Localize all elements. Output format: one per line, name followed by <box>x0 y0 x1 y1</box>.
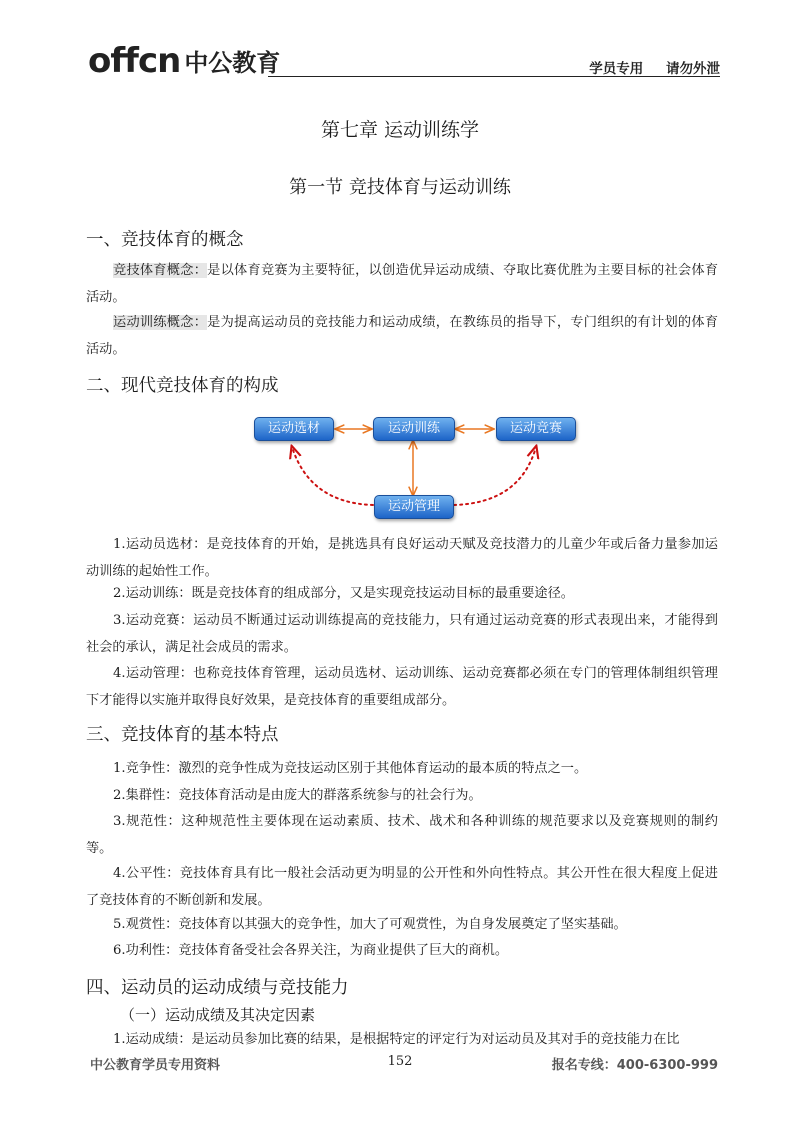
chapter-title: 第七章 运动训练学 <box>320 119 480 141</box>
node-competition: 运动竞赛 <box>496 417 576 441</box>
list-item: 4.公平性：竞技体育具有比一般社会活动更为明显的公开性和外向性特点。其公开性在很大程度上促进了竞技体育的不断创新和发展。 <box>86 866 718 908</box>
composition-diagram <box>240 405 580 530</box>
list-item: 3.运动竞赛：运动员不断通过运动训练提高的竞技能力，只有通过运动竞赛的形式表现出来，才能得到社会的承认，满足社会成员的需求。 <box>86 613 718 655</box>
header-tag-confidential: 请勿外泄 <box>666 61 720 77</box>
definition-competitive-sport: 是以体育竞赛为主要特征，以创造优异运动成绩、夺取比赛优胜为主要目标的社会体育活动。 <box>86 263 719 305</box>
term-competitive-sport: 竞技体育概念： <box>113 263 208 278</box>
page-number: 152 <box>387 1054 413 1069</box>
term-sports-training: 运动训练概念： <box>113 315 208 330</box>
list-item: 2.运动训练：既是竞技体育的组成部分，又是实现竞技运动目标的最重要途径。 <box>113 586 574 601</box>
logo-text-cn: 中公教育 <box>184 49 281 77</box>
heading-part3: 三、竞技体育的基本特点 <box>86 725 279 745</box>
offcn-logo <box>88 38 281 81</box>
footer-label: 中公教育学员专用资料 <box>90 1058 221 1073</box>
definition-sports-training: 是为提高运动员的竞技能力和运动成绩，在教练员的指导下，专门组织的有计划的体育活动。 <box>86 315 719 357</box>
list-item: 4.运动管理：也称竞技体育管理，运动员选材、运动训练、运动竞赛都必须在专门的管理体制组织管理下才能得以实施并取得良好效果，是竞技体育的重要组成部分。 <box>86 666 718 708</box>
link-management-competition <box>454 447 536 505</box>
list-item: 1.运动员选材：是竞技体育的开始，是挑选具有良好运动天赋及竞技潜力的儿童少年或后备力量参加运动训练的起始性工作。 <box>86 537 718 579</box>
paragraph-training-concept <box>86 309 718 363</box>
logo-text-en: offcn <box>88 41 181 81</box>
node-management: 运动管理 <box>374 495 454 519</box>
list-item: 6.功利性：竞技体育备受社会各界关注，为商业提供了巨大的商机。 <box>113 943 509 958</box>
header-tags <box>589 57 720 77</box>
link-management-selection <box>292 447 373 505</box>
list-item: 5.观赏性：竞技体育以其强大的竞争性，加大了可观赏性，为自身发展奠定了坚实基础。 <box>113 917 627 932</box>
list-item: 1.竞争性：激烈的竞争性成为竞技运动区别于其他体育运动的最本质的特点之一。 <box>113 761 588 776</box>
list-item: 1.运动成绩：是运动员参加比赛的结果，是根据特定的评定行为对运动员及其对手的竞技能力在比 <box>113 1032 680 1047</box>
node-selection: 运动选材 <box>254 417 334 441</box>
heading-part2: 二、现代竞技体育的构成 <box>86 376 279 396</box>
heading-part1: 一、竞技体育的概念 <box>86 230 244 250</box>
paragraph-competitive-sport-concept <box>86 257 718 311</box>
node-training: 运动训练 <box>373 417 455 441</box>
subheading-performance-factors: （一）运动成绩及其决定因素 <box>120 1006 316 1024</box>
list-item: 2.集群性：竞技体育活动是由庞大的群落系统参与的社会行为。 <box>113 788 482 803</box>
footer-hotline: 报名专线：400-6300-999 <box>551 1058 718 1073</box>
list-item: 3.规范性：这种规范性主要体现在运动素质、技术、战术和各种训练的规范要求以及竞赛规则的制约等。 <box>86 814 718 856</box>
heading-part4: 四、运动员的运动成绩与竞技能力 <box>86 978 349 998</box>
header-tag-students: 学员专用 <box>589 61 644 77</box>
section-title: 第一节 竞技体育与运动训练 <box>289 177 511 198</box>
